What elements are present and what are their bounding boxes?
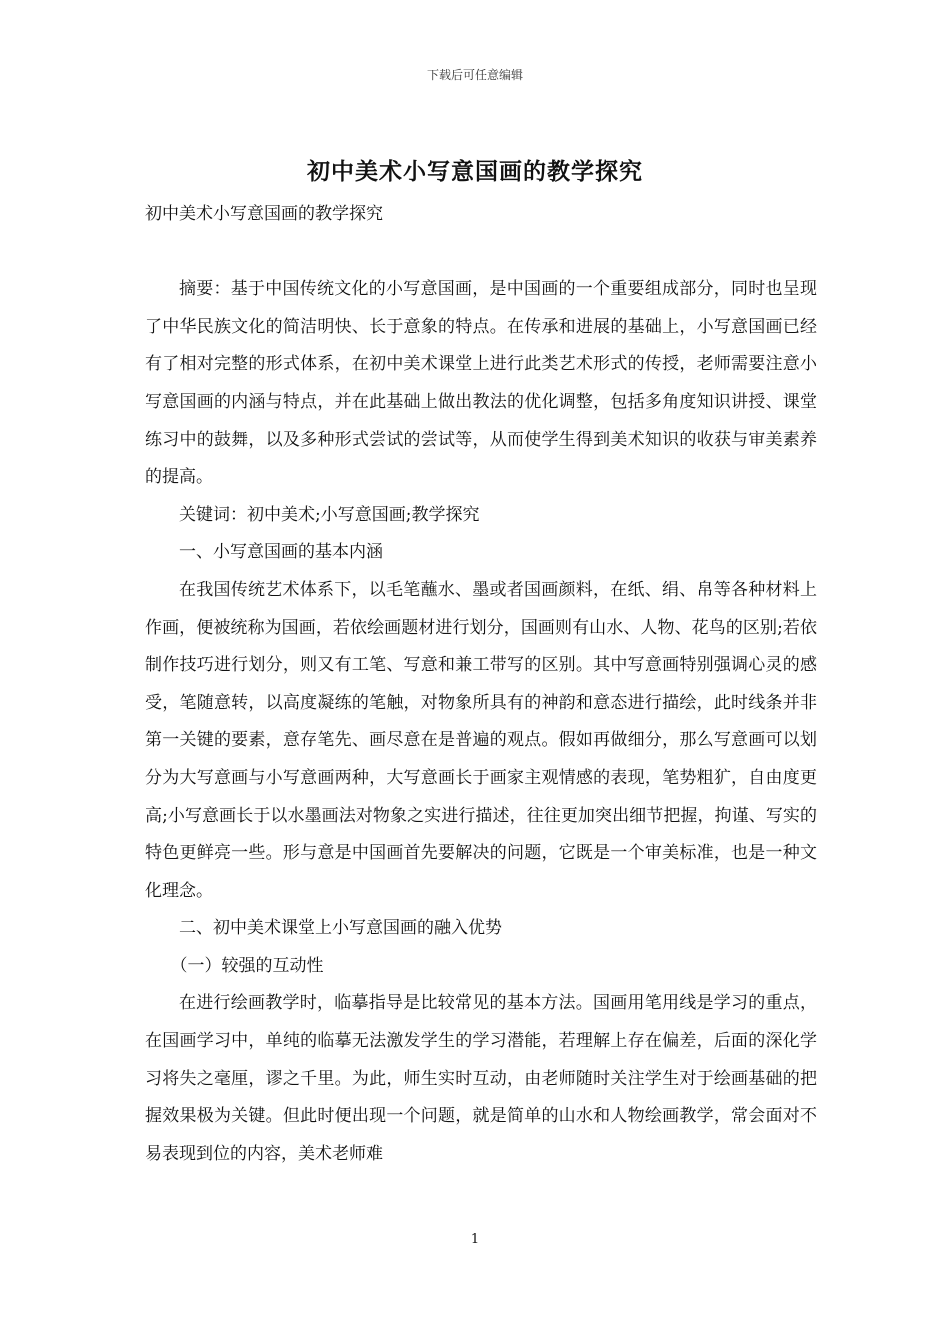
subsection-2-1-paragraph: 在进行绘画教学时，临摹指导是比较常见的基本方法。国画用笔用线是学习的重点，在国画学习中，单纯的临摹无法激发学生的学习潜能，若理解上存在偏差，后面的深化学习将失之毫厘，谬之千里。为此，师生实时互动，由老师随时关注学生对于绘画基础的把握效果极为关键。但此时便出现一个问题，就是简单的山水和人物绘画教学，常会面对不易表现到位的内容，美术老师难	[145, 993, 817, 1164]
section-1-paragraph: 在我国传统艺术体系下，以毛笔蘸水、墨或者国画颜料，在纸、绢、帛等各种材料上作画，便被统称为国画，若依绘画题材进行划分，国画则有山水、人物、花鸟的区别;若依制作技巧进行划分，则又有工笔、写意和兼工带写的区别。其中写意画特别强调心灵的感受，笔随意转，以高度凝练的笔触，对物象所具有的神韵和意态进行描绘，此时线条并非第一关键的要素，意存笔先、画尽意在是普遍的观点。假如再做细分，那么写意画可以划分为大写意画与小写意画两种，大写意画长于画家主观情感的表现，笔势粗犷，自由度更高;小写意画长于以水墨画法对物象之实进行描述，往往更加突出细节把握，拘谨、写实的特色更鲜亮一些。形与意是中国画首先要解决的问题，它既是一个审美标准，也是一种文化理念。	[145, 579, 817, 901]
subsection-heading-2-1: （一）较强的互动性	[170, 955, 324, 976]
page-header: 下载后可任意编辑	[426, 68, 523, 82]
page-number: 1	[470, 1232, 480, 1247]
section-heading-1: 一、小写意国画的基本内涵	[179, 542, 383, 563]
document-body	[145, 196, 817, 1173]
document-subtitle: 初中美术小写意国画的教学探究	[145, 204, 383, 224]
document-title: 初中美术小写意国画的教学探究	[307, 158, 643, 185]
section-heading-2: 二、初中美术课堂上小写意国画的融入优势	[179, 918, 502, 939]
abstract-paragraph: 摘要：基于中国传统文化的小写意国画，是中国画的一个重要组成部分，同时也呈现了中华民族文化的简洁明快、长于意象的特点。在传承和进展的基础上，小写意国画已经有了相对完整的形式体系，在初中美术课堂上进行此类艺术形式的传授，老师需要注意小写意国画的内涵与特点，并在此基础上做出教法的优化调整，包括多角度知识讲授、课堂练习中的鼓舞，以及多种形式尝试的尝试等，从而使学生得到美术知识的收获与审美素养的提高。	[145, 279, 817, 488]
keywords-line: 关键词：初中美术;小写意国画;教学探究	[179, 504, 480, 525]
